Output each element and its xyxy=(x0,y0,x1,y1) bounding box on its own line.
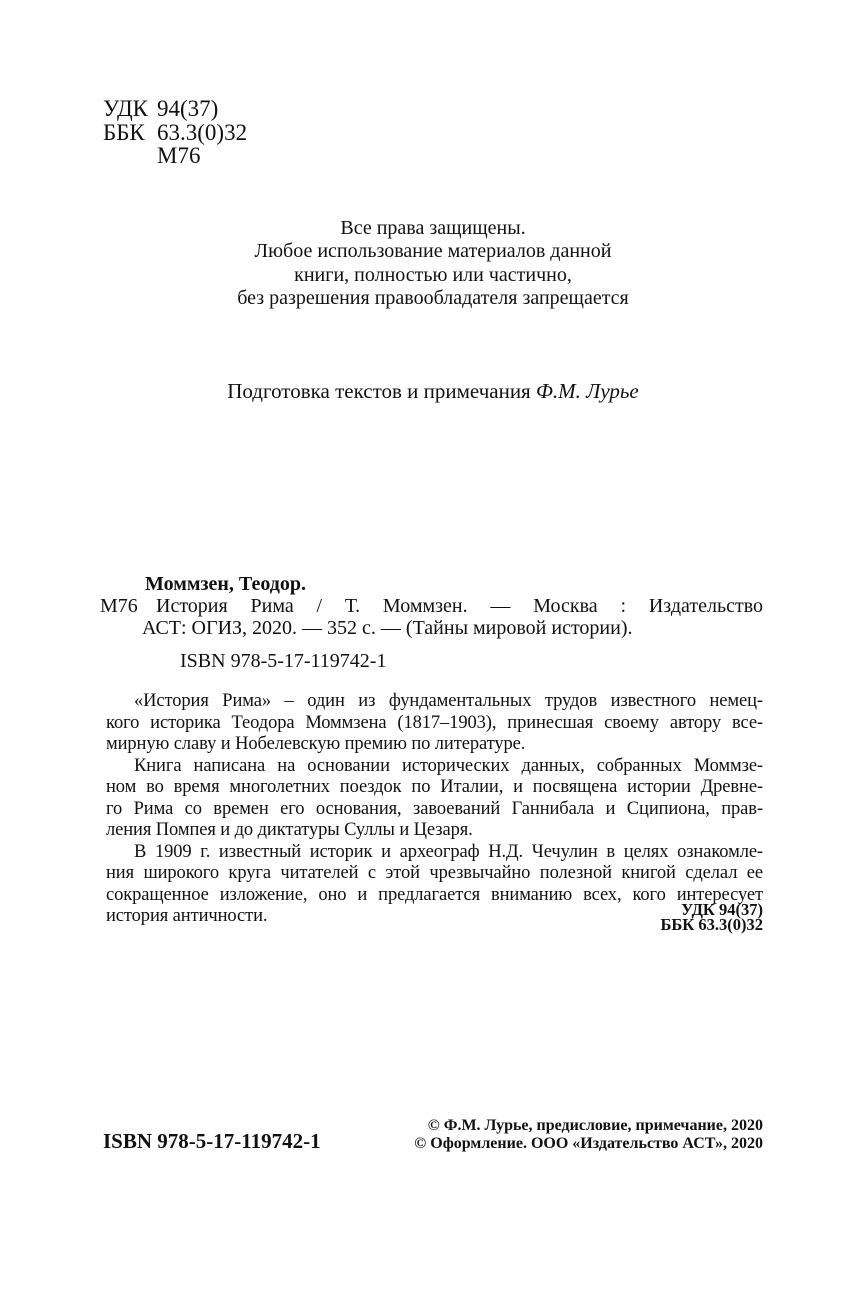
annotation-line: кого историка Теодора Моммзена (1817–1903), принесшая своему автору все- xyxy=(106,712,763,733)
catalog-title-line1-text: История Рима / Т. Моммзен. — Москва : Издательство xyxy=(156,595,763,617)
rights-line: без разрешения правообладателя запрещается xyxy=(237,286,629,309)
author-sign-spacer xyxy=(103,144,157,168)
copyright-line-editor: © Ф.М. Лурье, предисловие, примечание, 2020 xyxy=(427,1117,763,1134)
annotation-line: мирную славу и Нобелевскую премию по литературе. xyxy=(106,734,526,754)
annotation xyxy=(106,691,763,928)
bbk-value: 63.3(0)32 xyxy=(157,119,248,145)
rights-notice xyxy=(103,217,763,310)
rights-line: Все права защищены. xyxy=(340,217,526,239)
classification-block-footer xyxy=(103,900,763,934)
classification-block-top xyxy=(103,97,247,168)
author-sign-value: М76 xyxy=(157,143,201,168)
catalog-author-heading: Моммзен, Теодор. xyxy=(145,573,307,595)
udk-footer: УДК 94(37) xyxy=(681,900,763,919)
catalog-title-line1 xyxy=(100,595,763,617)
annotation-line: го Рима со времен его основания, завоеваний Ганнибала и Сципиона, прав- xyxy=(106,798,763,819)
udk-value: 94(37) xyxy=(157,96,219,121)
annotation-line: Книга написана на основании исторических данных, собранных Моммзе- xyxy=(134,755,763,776)
annotation-line: ления Помпея и до диктатуры Суллы и Цезаря. xyxy=(106,820,473,840)
annotation-line: сокращенное изложение, оно и предлагается вниманию всех, кого интересует xyxy=(106,884,763,905)
rights-line: книги, полностью или частично, xyxy=(294,263,572,286)
footer-copyright xyxy=(103,1117,763,1154)
annotation-line: «История Рима» – один из фундаментальных трудов известного немец- xyxy=(134,691,763,711)
preparation-text: Подготовка текстов и примечания xyxy=(227,379,536,403)
author-sign-row xyxy=(103,144,247,168)
annotation-line: история античности. xyxy=(106,906,268,926)
catalog-author-sign: М76 xyxy=(100,595,138,617)
annotation-line: ном во время многолетних поездок по Италии, и посвящена истории Древне- xyxy=(106,777,763,797)
annotation-line: ния широкого круга читателей с этой чрезвычайно полезной книгой сделал ее xyxy=(106,863,763,883)
bbk-row xyxy=(103,121,247,145)
copyright-line-publisher: © Оформление. ООО «Издательство АСТ», 2020 xyxy=(414,1135,763,1153)
udk-row xyxy=(103,97,247,121)
annotation-line: В 1909 г. известный историк и археограф Н.Д. Чечулин в целях ознакомле- xyxy=(134,841,763,862)
rights-line: Любое использование материалов данной xyxy=(254,240,612,263)
udk-label: УДК xyxy=(103,96,148,121)
catalog-card xyxy=(100,573,763,672)
footer-isbn: ISBN 978-5-17-119742-1 xyxy=(103,1129,321,1153)
preparation-editor: Ф.М. Лурье xyxy=(535,379,639,403)
catalog-isbn: ISBN 978-5-17-119742-1 xyxy=(180,650,387,672)
bbk-footer: ББК 63.3(0)32 xyxy=(660,914,763,934)
preparation-credit xyxy=(103,379,763,404)
bbk-label: ББК xyxy=(103,119,145,145)
catalog-title-line2: АСТ: ОГИЗ, 2020. — 352 с. — (Тайны мировой истории). xyxy=(142,617,633,639)
